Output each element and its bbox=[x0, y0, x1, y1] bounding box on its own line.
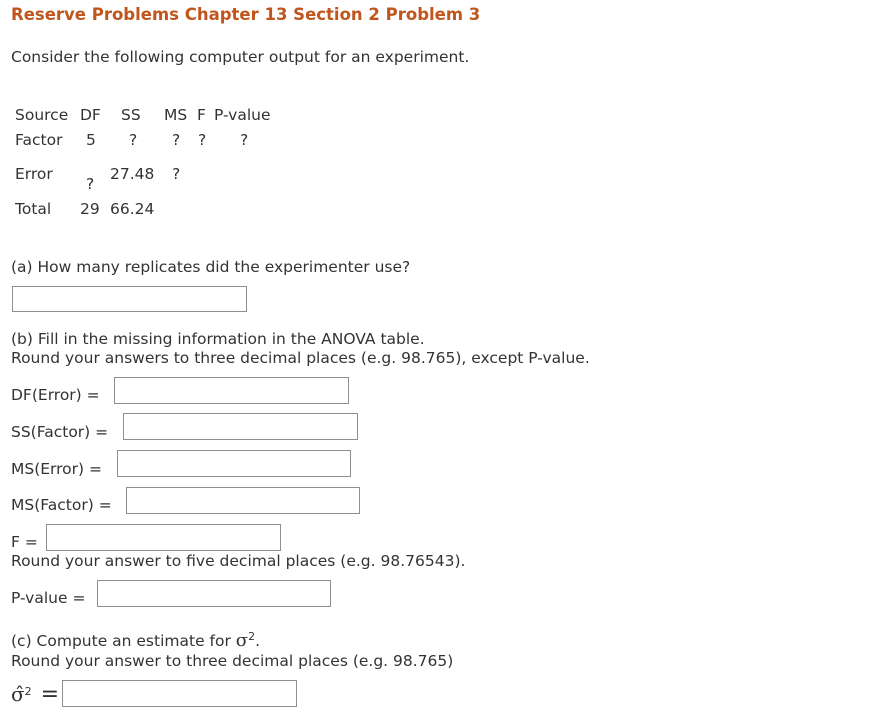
part-b-rounding-note: Round your answers to three decimal places (e.g. 98.765), except P-value. bbox=[11, 349, 590, 367]
error-df: ? bbox=[86, 175, 95, 193]
equals-sign: = bbox=[98, 496, 112, 514]
header-p-value: P-value bbox=[214, 106, 271, 124]
ms-factor-label-text: MS(Factor) bbox=[11, 496, 94, 514]
total-ss: 66.24 bbox=[110, 200, 155, 218]
ss-factor-label bbox=[11, 423, 108, 441]
header-f: F bbox=[197, 106, 206, 124]
replicates-input[interactable] bbox=[12, 286, 247, 312]
df-error-input[interactable] bbox=[114, 377, 349, 404]
page-title: Reserve Problems Chapter 13 Section 2 Problem 3 bbox=[11, 5, 481, 24]
sigma-squared-input[interactable] bbox=[62, 680, 297, 707]
factor-ms: ? bbox=[172, 131, 181, 149]
equals-sign: = bbox=[95, 423, 109, 441]
total-source: Total bbox=[15, 200, 52, 218]
total-df: 29 bbox=[80, 200, 100, 218]
ms-error-input[interactable] bbox=[117, 450, 351, 477]
ss-factor-input[interactable] bbox=[123, 413, 358, 440]
part-b-instruction: (b) Fill in the missing information in the ANOVA table. bbox=[11, 330, 425, 348]
part-c-question bbox=[11, 630, 260, 651]
ms-error-label bbox=[11, 460, 102, 478]
ms-error-label-text: MS(Error) bbox=[11, 460, 85, 478]
f-label-text: F bbox=[11, 533, 20, 551]
f-input[interactable] bbox=[46, 524, 281, 551]
factor-source: Factor bbox=[15, 131, 63, 149]
factor-ss: ? bbox=[129, 131, 138, 149]
equals-sign: = bbox=[24, 533, 38, 551]
intro-text: Consider the following computer output for an experiment. bbox=[11, 48, 470, 66]
equals-sign: = bbox=[40, 682, 60, 707]
header-ms: MS bbox=[164, 106, 188, 124]
error-source: Error bbox=[15, 165, 53, 183]
header-source: Source bbox=[15, 106, 69, 124]
part-c-period: . bbox=[255, 632, 261, 651]
part-c-prefix: (c) Compute an estimate for bbox=[11, 632, 236, 651]
header-df: DF bbox=[80, 106, 101, 124]
sigma-exponent: 2 bbox=[248, 630, 256, 643]
p-value-label-text: P-value bbox=[11, 589, 68, 607]
ms-factor-input[interactable] bbox=[126, 487, 360, 514]
ss-factor-label-text: SS(Factor) bbox=[11, 423, 91, 441]
df-error-label bbox=[11, 386, 100, 404]
error-ms: ? bbox=[172, 165, 181, 183]
sigma-hat-symbol: σ̂ bbox=[11, 682, 25, 706]
df-error-label-text: DF(Error) bbox=[11, 386, 82, 404]
part-a-question: (a) How many replicates did the experimenter use? bbox=[11, 258, 411, 276]
sigma-symbol: σ bbox=[235, 630, 249, 652]
sigma-hat-label bbox=[11, 682, 59, 707]
equals-sign: = bbox=[89, 460, 103, 478]
f-rounding-note: Round your answer to five decimal places (e.g. 98.76543). bbox=[11, 552, 466, 570]
p-value-input[interactable] bbox=[97, 580, 331, 607]
error-ss: 27.48 bbox=[110, 165, 155, 183]
p-value-label bbox=[11, 589, 85, 607]
factor-f: ? bbox=[198, 131, 207, 149]
equals-sign: = bbox=[86, 386, 100, 404]
factor-p: ? bbox=[240, 131, 249, 149]
header-ss: SS bbox=[121, 106, 141, 124]
factor-df: 5 bbox=[86, 131, 96, 149]
equals-sign: = bbox=[72, 589, 86, 607]
part-c-rounding-note: Round your answer to three decimal places (e.g. 98.765) bbox=[11, 652, 454, 670]
sigma-hat-exponent: 2 bbox=[24, 684, 32, 698]
ms-factor-label bbox=[11, 496, 112, 514]
f-label bbox=[11, 533, 38, 551]
